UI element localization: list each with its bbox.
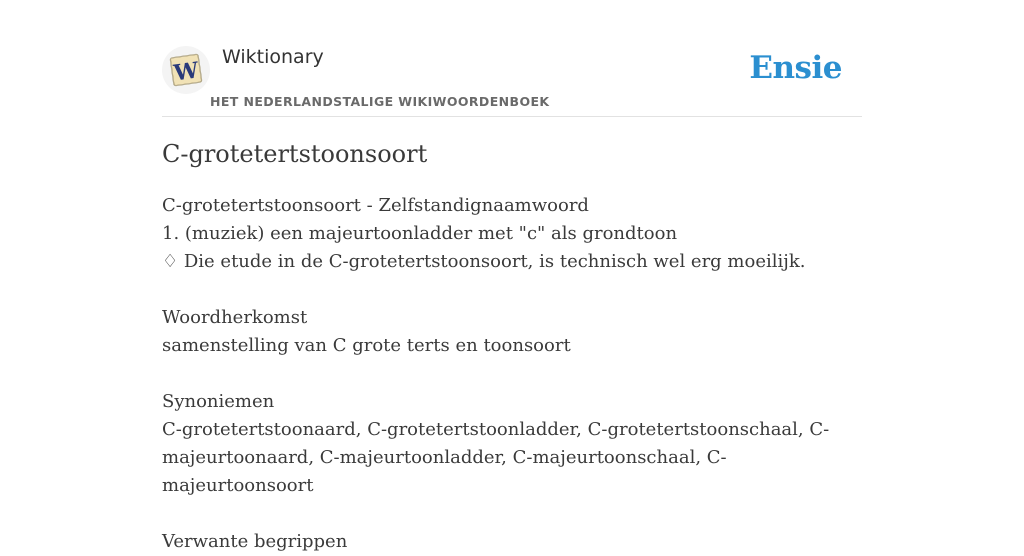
example-sentence: ♢ Die etude in de C-grotetertstoonsoort, is technisch wel erg moeilijk. — [162, 251, 806, 272]
synonyms-line-1: C-grotetertstoonaard, C-grotetertstoonladder, C-grotetertstoonschaal, C- — [162, 419, 830, 440]
definition-text: 1. (muziek) een majeurtoonladder met "c" als grondtoon — [162, 223, 678, 244]
etymology-heading: Woordherkomst — [162, 307, 308, 328]
site-tagline: HET NEDERLANDSTALIGE WIKIWOORDENBOEK — [210, 94, 550, 109]
page-title: C-grotetertstoonsoort — [162, 140, 428, 168]
page — [162, 0, 862, 552]
header — [162, 0, 862, 117]
synonyms-heading: Synoniemen — [162, 391, 275, 412]
related-heading: Verwante begrippen — [162, 531, 348, 552]
spacer — [162, 360, 862, 388]
synonyms-line-2: majeurtoonaard, C-majeurtoonladder, C-majeurtoonschaal, C-majeurtoonsoort — [162, 447, 727, 496]
entry-content — [162, 192, 862, 556]
spacer — [162, 500, 862, 528]
logo-letter: W — [172, 57, 201, 87]
ensie-brand-link[interactable]: Ensie — [749, 50, 842, 86]
wiktionary-logo-icon[interactable] — [162, 46, 210, 94]
site-name[interactable]: Wiktionary — [222, 46, 324, 68]
etymology-text: samenstelling van C grote terts en toonsoort — [162, 335, 571, 356]
logo-tile-icon — [167, 51, 205, 89]
spacer — [162, 276, 862, 304]
definition-heading: C-grotetertstoonsoort - Zelfstandignaamwoord — [162, 195, 589, 216]
